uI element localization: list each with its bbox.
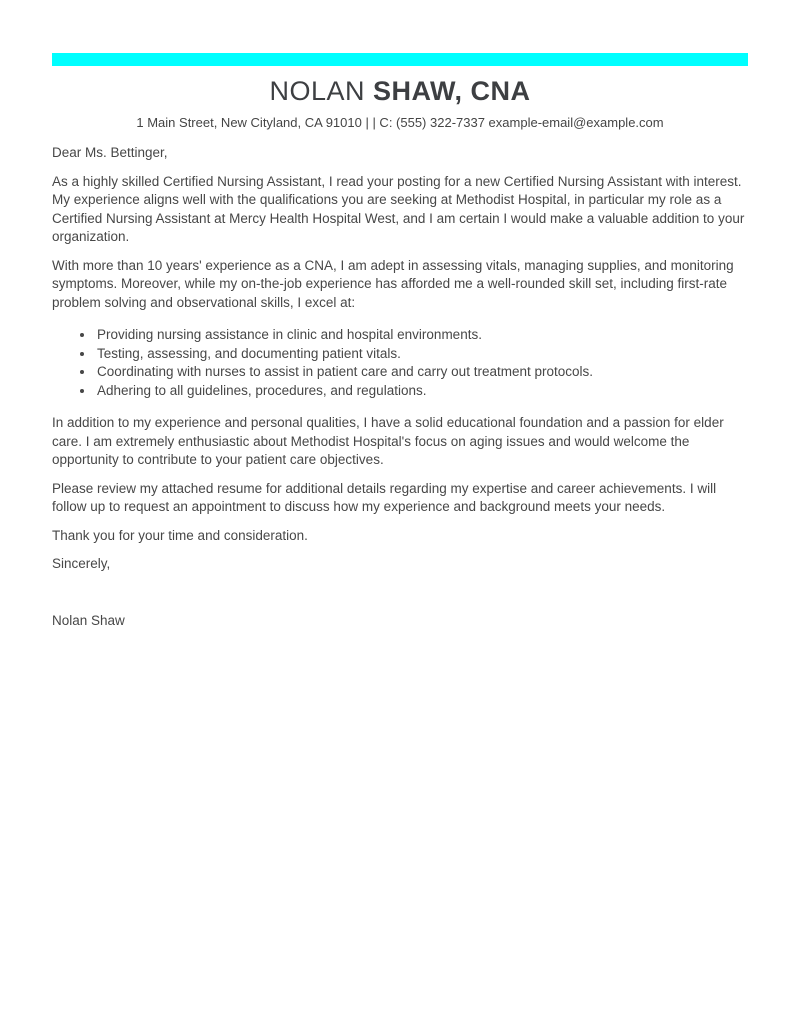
closing-thanks: Thank you for your time and consideration.	[52, 527, 308, 543]
skills-list-item: • Providing nursing assistance in clinic and hospital environments.	[95, 326, 748, 345]
letter-body	[52, 144, 748, 630]
paragraph-experience: With more than 10 years' experience as a CNA, I am adept in assessing vitals, managing supplies, and monitoring symptoms. Moreover, while my on-the-job experience has afforded me a well-rounded skill set, including first-rate problem solving and observational skills, I excel at:	[52, 257, 734, 310]
skills-list-item: • Adhering to all guidelines, procedures, and regulations.	[95, 382, 748, 401]
candidate-first-name: NOLAN	[269, 76, 373, 106]
skills-list-item: • Coordinating with nurses to assist in patient care and carry out treatment protocols.	[95, 363, 748, 382]
paragraph-education: In addition to my experience and personal qualities, I have a solid educational foundation and a passion for elder care. I am extremely enthusiastic about Methodist Hospital's focus on aging issues and would welcome the opportunity to contribute to your patient care objectives.	[52, 415, 724, 467]
skills-list-item: • Testing, assessing, and documenting patient vitals.	[95, 345, 748, 364]
salutation: Dear Ms. Bettinger,	[52, 145, 168, 160]
closing-salutation: Sincerely,	[52, 556, 111, 571]
contact-line: 1 Main Street, New Cityland, CA 91010 | | C: (555) 322-7337 example-email@example.com	[136, 115, 664, 130]
candidate-last-name-credential: SHAW, CNA	[373, 76, 531, 106]
signature-name: Nolan Shaw	[52, 612, 125, 628]
paragraph-intro: As a highly skilled Certified Nursing Assistant, I read your posting for a new Certified Nursing Assistant with interest. My experience aligns well with the qualifications you are seeking at Methodist Hospital, in particular my role as a Certified Nursing Assistant at Mercy Health Hospital West, and I am certain I would make a valuable addition to your organization.	[52, 173, 745, 244]
accent-bar	[52, 53, 748, 66]
candidate-name	[0, 76, 800, 106]
paragraph-followup: Please review my attached resume for additional details regarding my expertise and career achievements. I will follow up to request an appointment to discuss how my experience and background meets your needs.	[52, 480, 717, 514]
skills-list	[52, 326, 748, 400]
